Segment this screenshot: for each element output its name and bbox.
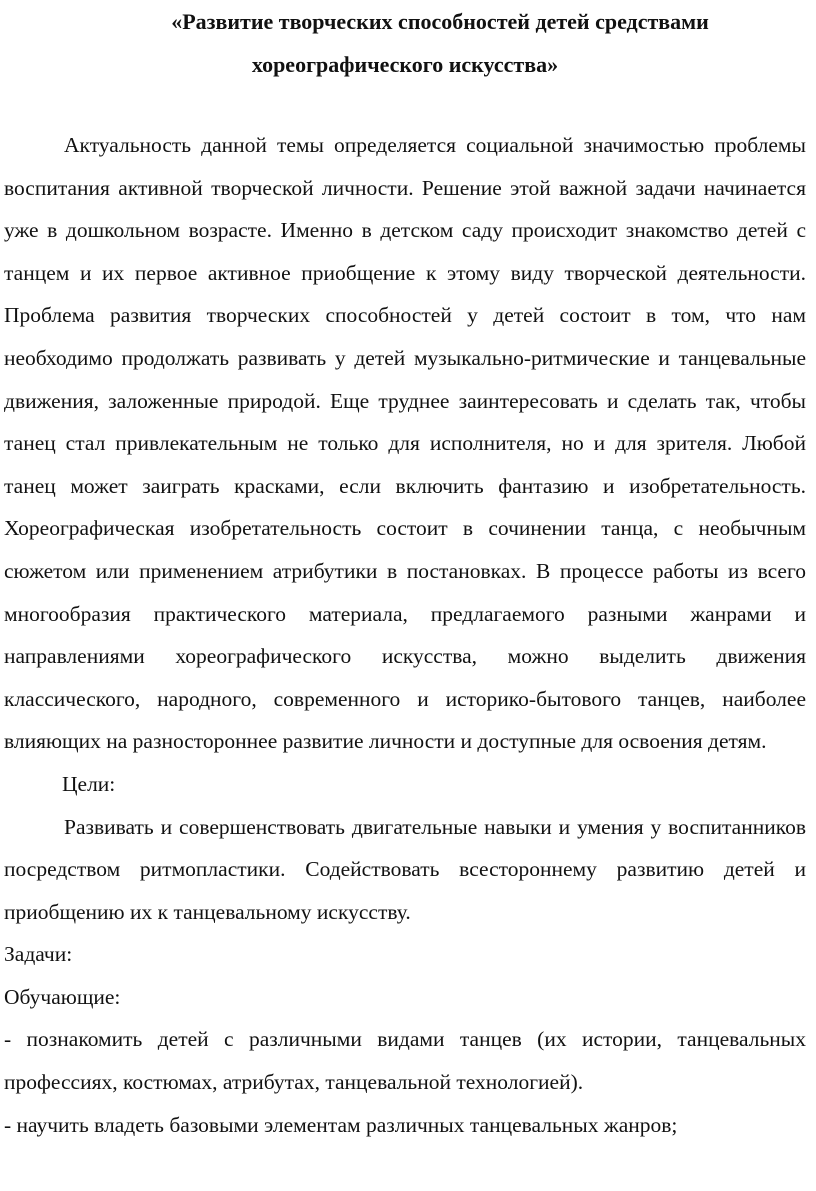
title-line-2: хореографического искусства» (251, 52, 559, 77)
tasks-label: Задачи: (4, 942, 73, 967)
document-title (4, 0, 806, 86)
goals-paragraph: Развивать и совершенствовать двигательные навыки и умения у воспитанников посредством ритмопластики. Содействовать всестороннему развитию детей и приобщению их к танцевальному искусству. (4, 814, 806, 924)
task-item-2: - научить владеть базовыми элементам различных танцевальных жанров; (4, 1112, 678, 1137)
task-item-1: - познакомить детей с различными видами танцев (их истории, танцевальных профессиях, костюмах, атрибутах, танцевальной технологией). (4, 1027, 806, 1095)
goals-label: Цели: (62, 771, 116, 796)
title-line-1: «Развитие творческих способностей детей средствами (171, 9, 709, 34)
relevance-paragraph: Актуальность данной темы определяется социальной значимостью проблемы воспитания активной творческой личности. Решение этой важной задачи начинается уже в дошкольном возрасте. Именно в детском саду происходит знакомство детей с танцем и их первое активное приобщение к этому виду творческой деятельности. Проблема развития творческих способностей у детей состоит в том, что нам необходимо продолжать развивать у детей музыкально-ритмические и танцевальные движения, заложенные природой. Еще труднее заинтересовать и сделать так, чтобы танец стал привлекательным не только для исполнителя, но и для зрителя. Любой танец может заиграть красками, если включить фантазию и изобретательность. Хореографическая изобретательность состоит в сочинении танца, с необычным сюжетом или применением атрибутики в постановках. В процессе работы из всего многообразия практического материала, предлагаемого разными жанрами и направлениями хореографического искусства, можно выделить движения классического, народного, современного и историко-бытового танцев, наиболее влияющих на разностороннее развитие личности и доступные для освоения детям. (4, 133, 806, 754)
teaching-label: Обучающие: (4, 984, 121, 1009)
